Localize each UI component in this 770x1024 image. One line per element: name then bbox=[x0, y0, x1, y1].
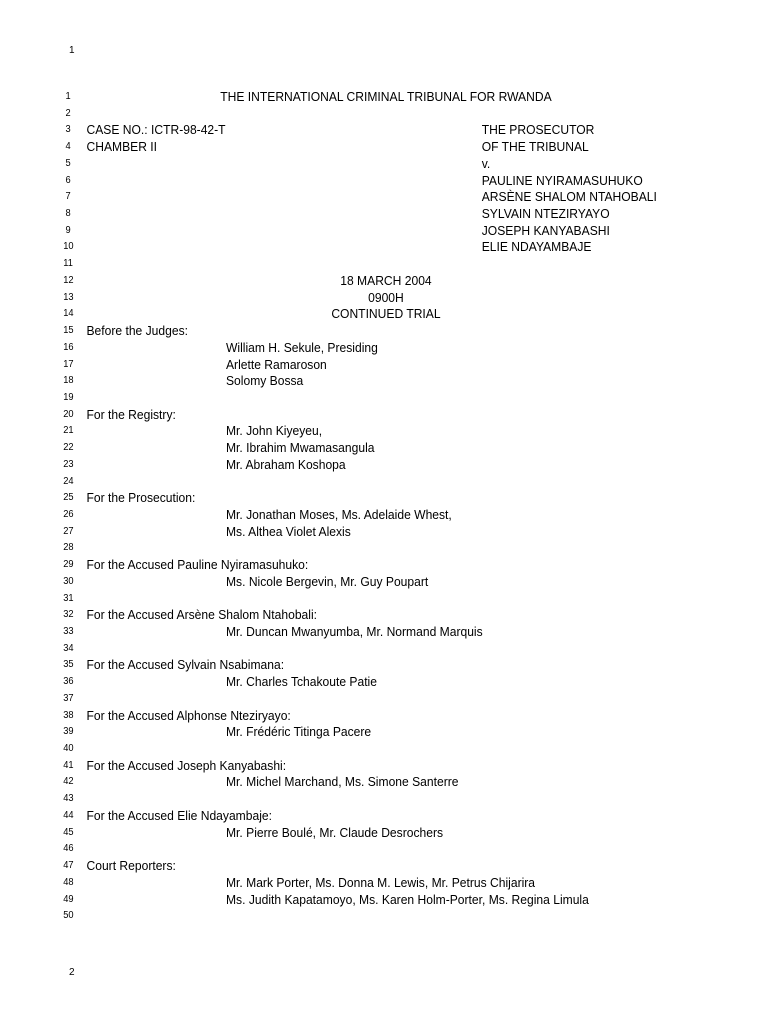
line-number: 10 bbox=[63, 241, 74, 253]
line-number: 32 bbox=[63, 609, 74, 621]
line-text: For the Accused Joseph Kanyabashi: bbox=[86, 757, 287, 773]
line-text: For the Registry: bbox=[86, 406, 176, 422]
line-number: 12 bbox=[63, 274, 74, 286]
transcript-line bbox=[0, 357, 716, 374]
transcript-line bbox=[0, 557, 716, 574]
line-text-indented: Mr. Frédéric Titinga Pacere bbox=[225, 724, 372, 740]
transcript-line bbox=[0, 457, 716, 474]
transcript-line bbox=[0, 507, 716, 524]
line-number: 18 bbox=[63, 375, 74, 387]
transcript-line bbox=[0, 423, 716, 440]
transcript-line bbox=[0, 273, 716, 290]
transcript-line bbox=[0, 758, 716, 775]
transcript-line bbox=[0, 256, 716, 273]
line-number: 2 bbox=[65, 107, 71, 119]
line-number: 34 bbox=[63, 642, 74, 654]
transcript-line bbox=[0, 724, 716, 741]
line-number: 28 bbox=[63, 542, 74, 554]
transcript-line bbox=[0, 892, 716, 909]
transcript-line bbox=[0, 390, 716, 407]
line-number: 45 bbox=[63, 826, 74, 838]
line-text-indented: Mr. Duncan Mwanyumba, Mr. Normand Marquis bbox=[225, 624, 483, 639]
line-number: 24 bbox=[63, 475, 74, 487]
line-text-indented: Mr. Pierre Boulé, Mr. Claude Desrochers bbox=[225, 824, 444, 840]
transcript-line bbox=[0, 607, 716, 624]
transcript-body bbox=[0, 89, 770, 925]
transcript-line bbox=[0, 156, 716, 173]
line-number: 26 bbox=[63, 508, 74, 520]
line-number: 29 bbox=[63, 559, 74, 571]
line-text-indented: Ms. Althea Violet Alexis bbox=[225, 523, 351, 539]
line-number: 37 bbox=[63, 692, 74, 704]
line-number: 48 bbox=[63, 876, 74, 888]
transcript-line bbox=[0, 808, 716, 825]
line-text-indented: Ms. Nicole Bergevin, Mr. Guy Poupart bbox=[225, 573, 429, 589]
line-number: 22 bbox=[63, 442, 74, 454]
transcript-line bbox=[0, 641, 716, 658]
line-number: 27 bbox=[63, 525, 74, 537]
line-number: 23 bbox=[63, 458, 74, 470]
line-number: 38 bbox=[63, 709, 74, 721]
line-text: For the Accused Pauline Nyiramasuhuko: bbox=[86, 557, 309, 573]
line-number: 5 bbox=[65, 157, 71, 169]
caption-party-text: OF THE TRIBUNAL bbox=[481, 139, 589, 155]
line-number: 50 bbox=[63, 910, 74, 922]
line-number: 20 bbox=[63, 408, 74, 420]
transcript-line bbox=[0, 89, 716, 106]
line-text: Before the Judges: bbox=[86, 323, 188, 339]
transcript-line bbox=[0, 574, 716, 591]
line-number: 11 bbox=[63, 258, 73, 270]
line-number: 31 bbox=[63, 592, 74, 604]
transcript-line bbox=[0, 591, 716, 608]
transcript-line bbox=[0, 657, 716, 674]
page-number-top: 1 bbox=[69, 45, 75, 56]
line-text-indented: Mr. John Kiyeyeu, bbox=[225, 423, 323, 439]
page-number-bottom: 2 bbox=[69, 967, 75, 978]
line-text-indented: Mr. Abraham Koshopa bbox=[225, 456, 346, 472]
line-number: 41 bbox=[63, 759, 74, 771]
heading-text: THE INTERNATIONAL CRIMINAL TRIBUNAL FOR RWANDA bbox=[220, 89, 552, 104]
line-text-indented: Mr. Ibrahim Mwamasangula bbox=[225, 440, 375, 456]
transcript-line bbox=[0, 223, 716, 240]
transcript-line bbox=[0, 524, 716, 541]
transcript-line bbox=[0, 691, 716, 708]
line-number: 6 bbox=[65, 174, 71, 186]
line-text: CASE NO.: ICTR-98-42-T bbox=[86, 122, 226, 138]
line-text: For the Prosecution: bbox=[86, 490, 196, 506]
line-text: Court Reporters: bbox=[86, 858, 176, 874]
transcript-line bbox=[0, 908, 716, 925]
transcript-line bbox=[0, 407, 716, 424]
heading-text: 0900H bbox=[368, 289, 404, 305]
line-number: 36 bbox=[63, 676, 74, 688]
transcript-line bbox=[0, 122, 716, 139]
transcript-line bbox=[0, 741, 716, 758]
caption-party-text: ELIE NDAYAMBAJE bbox=[481, 239, 592, 255]
caption-party-text: v. bbox=[481, 155, 491, 171]
line-text-indented: Mr. Mark Porter, Ms. Donna M. Lewis, Mr. Petrus Chijarira bbox=[225, 874, 536, 890]
transcript-line bbox=[0, 290, 716, 307]
caption-party-text: PAULINE NYIRAMASUHUKO bbox=[481, 172, 643, 188]
line-number: 35 bbox=[63, 659, 74, 671]
line-number: 4 bbox=[65, 141, 71, 153]
transcript-line bbox=[0, 708, 716, 725]
line-number: 47 bbox=[63, 860, 74, 872]
line-text-indented: Solomy Bossa bbox=[225, 373, 304, 389]
transcript-line bbox=[0, 373, 716, 390]
transcript-line bbox=[0, 774, 716, 791]
line-text-indented: Arlette Ramaroson bbox=[225, 356, 327, 372]
transcript-line bbox=[0, 340, 716, 357]
transcript-line bbox=[0, 173, 716, 190]
line-number: 40 bbox=[63, 743, 74, 755]
line-number: 44 bbox=[63, 809, 74, 821]
line-text-indented: Mr. Charles Tchakoute Patie bbox=[225, 674, 377, 690]
line-text: For the Accused Elie Ndayambaje: bbox=[86, 807, 272, 823]
line-number: 49 bbox=[63, 893, 74, 905]
transcript-line bbox=[0, 474, 716, 491]
transcript-line bbox=[0, 239, 716, 256]
transcript-line bbox=[0, 440, 716, 457]
heading-text: CONTINUED TRIAL bbox=[331, 306, 441, 322]
transcript-line bbox=[0, 106, 716, 123]
transcript-line bbox=[0, 875, 716, 892]
line-text: For the Accused Sylvain Nsabimana: bbox=[86, 657, 285, 673]
line-number: 7 bbox=[65, 191, 71, 203]
line-text-indented: William H. Sekule, Presiding bbox=[225, 339, 378, 355]
line-number: 9 bbox=[65, 224, 71, 236]
transcript-line bbox=[0, 674, 716, 691]
line-number: 1 bbox=[65, 91, 71, 102]
caption-party-text: ARSÈNE SHALOM NTAHOBALI bbox=[481, 189, 657, 205]
transcript-line bbox=[0, 791, 716, 808]
line-number: 14 bbox=[63, 308, 74, 320]
line-text: For the Accused Alphonse Nteziryayo: bbox=[86, 707, 291, 723]
line-number: 30 bbox=[63, 575, 74, 587]
line-number: 19 bbox=[63, 391, 74, 403]
transcript-line bbox=[0, 841, 716, 858]
line-text: CHAMBER II bbox=[86, 139, 158, 155]
line-text-indented: Mr. Jonathan Moses, Ms. Adelaide Whest, bbox=[225, 506, 452, 522]
transcript-line bbox=[0, 323, 716, 340]
line-number: 46 bbox=[63, 843, 74, 855]
caption-party-text: SYLVAIN NTEZIRYAYO bbox=[481, 206, 610, 222]
transcript-line bbox=[0, 825, 716, 842]
line-number: 21 bbox=[63, 425, 74, 437]
transcript-line bbox=[0, 624, 716, 641]
line-number: 39 bbox=[63, 726, 74, 738]
line-number: 25 bbox=[63, 492, 74, 504]
transcript-line bbox=[0, 858, 716, 875]
line-text-indented: Ms. Judith Kapatamoyo, Ms. Karen Holm-Porter, Ms. Regina Limula bbox=[225, 891, 589, 907]
caption-party-text: THE PROSECUTOR bbox=[481, 122, 595, 138]
line-number: 33 bbox=[63, 626, 74, 637]
transcript-line bbox=[0, 139, 716, 156]
transcript-line bbox=[0, 189, 716, 206]
transcript-line bbox=[0, 206, 716, 223]
line-number: 43 bbox=[63, 793, 74, 805]
transcript-line bbox=[0, 490, 716, 507]
caption-party-text: JOSEPH KANYABASHI bbox=[481, 222, 610, 238]
line-text-indented: Mr. Michel Marchand, Ms. Simone Santerre bbox=[225, 774, 459, 790]
line-number: 42 bbox=[63, 776, 74, 788]
line-number: 16 bbox=[63, 341, 74, 353]
line-number: 13 bbox=[63, 291, 74, 303]
heading-text: 18 MARCH 2004 bbox=[340, 272, 432, 288]
line-number: 15 bbox=[63, 325, 74, 337]
line-number: 8 bbox=[65, 208, 71, 220]
line-number: 3 bbox=[65, 124, 71, 136]
line-number: 17 bbox=[63, 358, 74, 370]
transcript-line bbox=[0, 306, 716, 323]
transcript-line bbox=[0, 540, 716, 557]
line-text: For the Accused Arsène Shalom Ntahobali: bbox=[86, 607, 318, 623]
